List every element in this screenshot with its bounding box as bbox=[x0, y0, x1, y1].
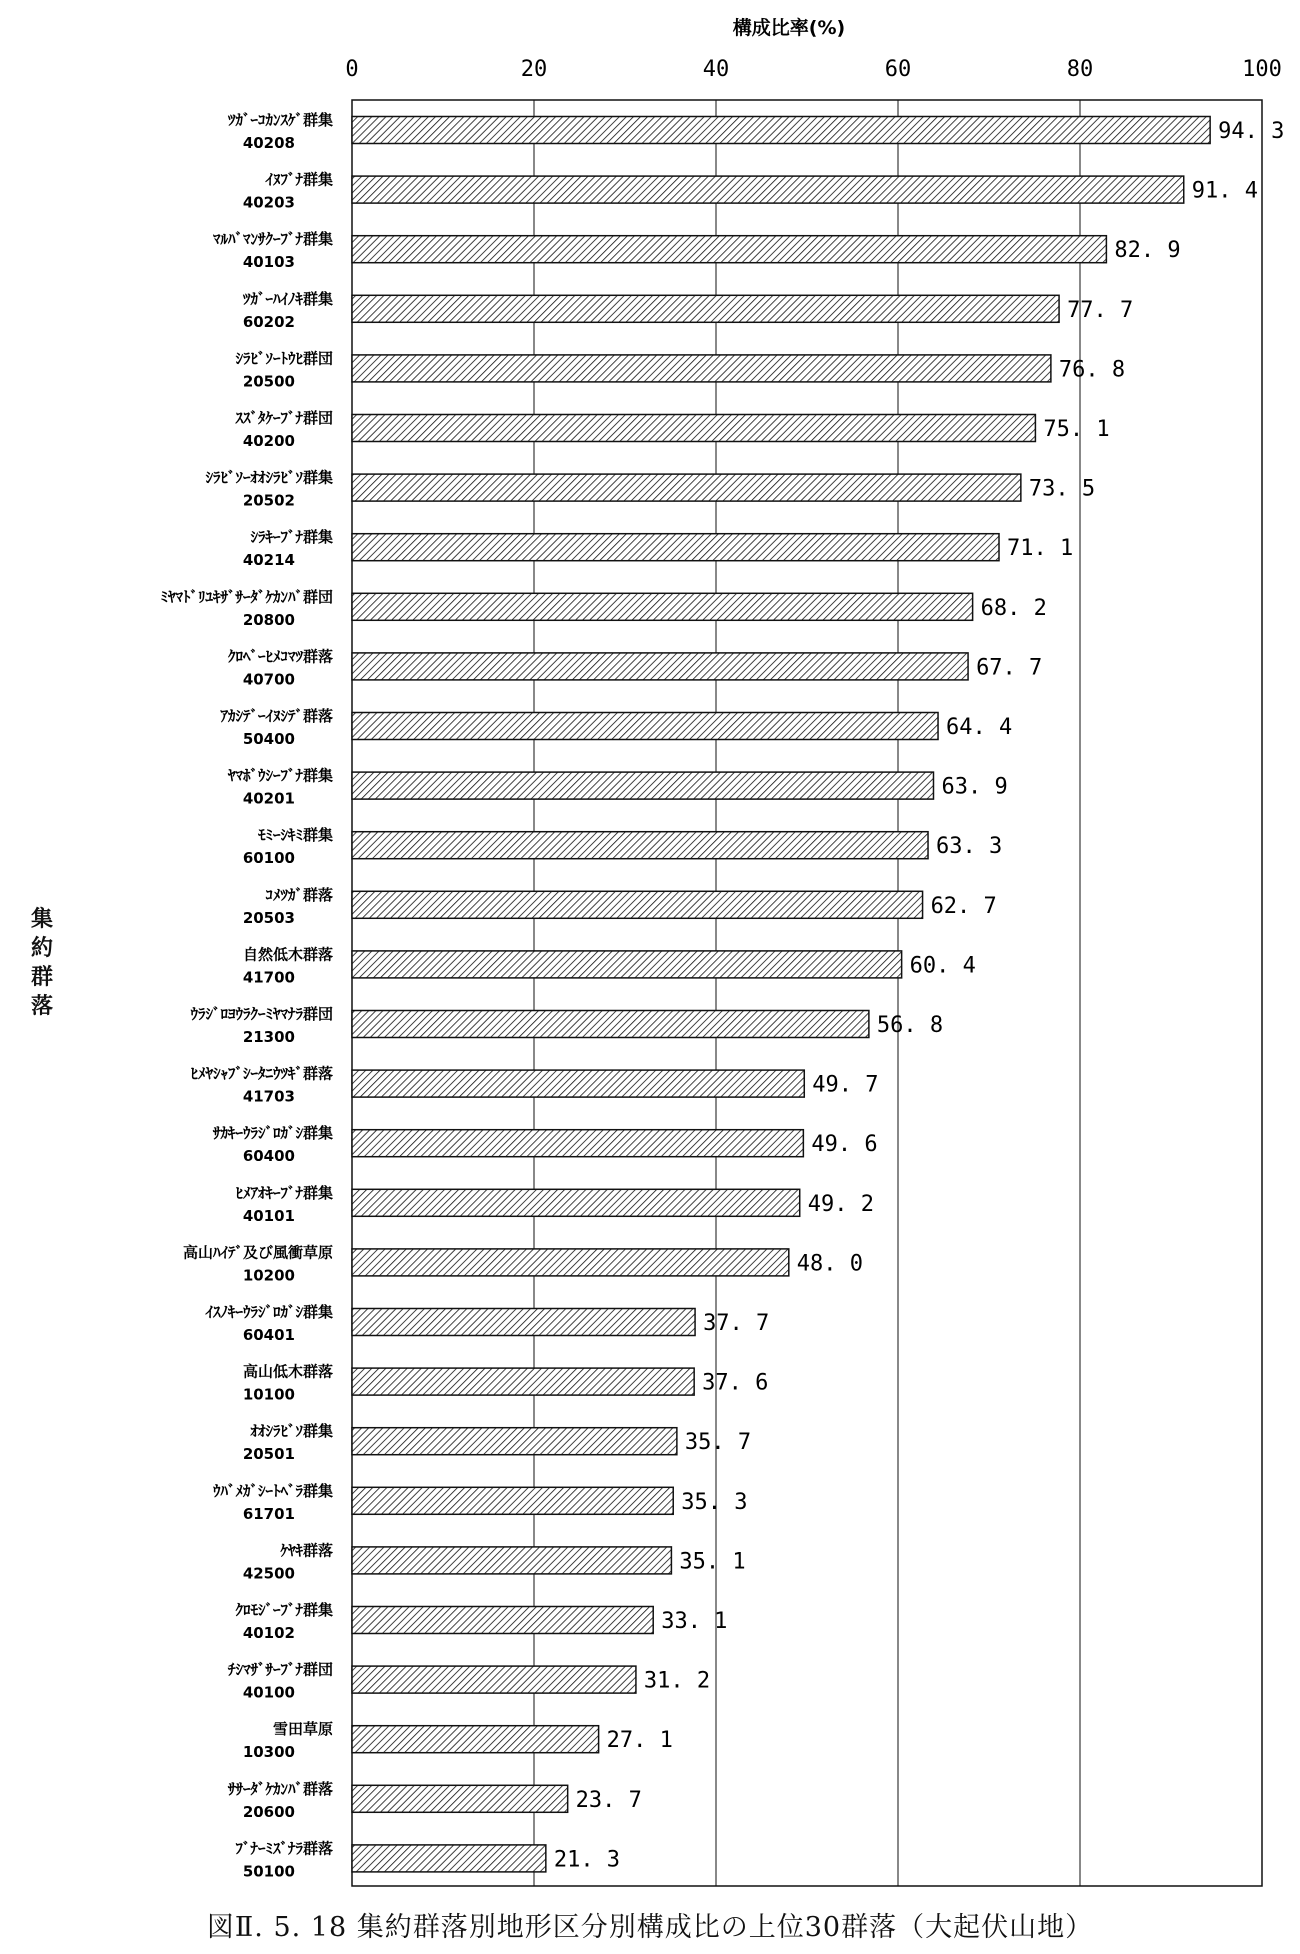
value-label: 68. 2 bbox=[980, 595, 1047, 621]
category-code-label: 60202 bbox=[242, 312, 295, 331]
x-tick-labels bbox=[345, 57, 1282, 82]
category-code-label: 10100 bbox=[242, 1385, 295, 1404]
value-label: 48. 0 bbox=[796, 1251, 864, 1277]
bar bbox=[352, 534, 999, 561]
bar bbox=[352, 1249, 789, 1276]
category-code-label: 61701 bbox=[242, 1504, 295, 1523]
bar bbox=[352, 1309, 695, 1336]
value-label: 56. 8 bbox=[876, 1013, 944, 1038]
category-name-label: ｸﾛﾓｼﾞｰﾌﾞﾅ群集 bbox=[235, 1601, 333, 1619]
category-code-label: 20501 bbox=[242, 1445, 295, 1464]
bar bbox=[352, 1189, 800, 1216]
category-code-label: 40100 bbox=[242, 1683, 295, 1702]
bar bbox=[352, 474, 1021, 501]
x-tick-label: 80 bbox=[1066, 57, 1094, 82]
value-label: 21. 3 bbox=[553, 1847, 621, 1873]
category-code-label: 20800 bbox=[242, 610, 295, 629]
category-name-label: ｽｽﾞﾀｹｰﾌﾞﾅ群団 bbox=[235, 409, 333, 427]
bar bbox=[352, 653, 968, 680]
category-code-label: 40203 bbox=[242, 193, 295, 212]
category-code-label: 41703 bbox=[242, 1087, 295, 1106]
category-code-label: 60401 bbox=[242, 1326, 295, 1344]
value-label: 35. 1 bbox=[679, 1549, 746, 1575]
bar bbox=[352, 1011, 869, 1038]
category-code-label: 20503 bbox=[242, 908, 295, 927]
category-code-label: 40208 bbox=[242, 134, 295, 152]
value-label: 63. 9 bbox=[941, 774, 1008, 800]
value-label: 91. 4 bbox=[1191, 178, 1258, 204]
category-name-label: ﾓﾐｰｼｷﾐ群集 bbox=[257, 826, 333, 845]
bar bbox=[352, 1487, 673, 1514]
x-axis-title: 構成比率(%) bbox=[732, 17, 846, 39]
bar bbox=[352, 295, 1059, 322]
bar bbox=[352, 1368, 694, 1395]
category-code-label: 40214 bbox=[242, 551, 295, 570]
value-label: 67. 7 bbox=[976, 655, 1043, 681]
category-name-label: ｹﾔｷ群落 bbox=[280, 1541, 333, 1560]
y-axis-title: 集約群落 bbox=[30, 907, 53, 1019]
category-labels bbox=[160, 111, 333, 1880]
category-name-label: ﾔﾏﾎﾞｳｼｰﾌﾞﾅ群集 bbox=[227, 766, 333, 785]
category-name-label: ｼﾗﾋﾞｿｰｵｵｼﾗﾋﾞｿ群集 bbox=[205, 468, 333, 487]
value-label: 77. 7 bbox=[1067, 297, 1134, 323]
value-label: 35. 3 bbox=[681, 1489, 748, 1515]
category-name-label: ﾐﾔﾏﾄﾞﾘﾕｷｻﾞｻｰﾀﾞｹｶﾝﾊﾞ群団 bbox=[160, 587, 333, 606]
bar bbox=[352, 176, 1184, 203]
category-name-label: ｼﾗﾋﾞｿｰﾄｳﾋ群団 bbox=[235, 349, 333, 368]
category-name-label: ｺﾒﾂｶﾞ群落 bbox=[265, 885, 333, 904]
value-label: 75. 1 bbox=[1043, 417, 1110, 442]
category-code-label: 40101 bbox=[242, 1206, 295, 1225]
bar bbox=[352, 713, 938, 740]
category-code-label: 20600 bbox=[242, 1802, 295, 1821]
x-tick-label: 60 bbox=[884, 57, 912, 82]
value-label: 27. 1 bbox=[606, 1728, 673, 1754]
value-label: 82. 9 bbox=[1114, 238, 1181, 264]
category-code-label: 10200 bbox=[242, 1266, 295, 1285]
bar bbox=[352, 593, 973, 620]
value-label: 62. 7 bbox=[930, 893, 997, 919]
category-code-label: 42500 bbox=[242, 1564, 295, 1583]
bar bbox=[352, 832, 928, 859]
value-label: 64. 4 bbox=[946, 715, 1013, 740]
bar bbox=[352, 772, 933, 799]
bar bbox=[352, 1785, 568, 1812]
category-name-label: ｼﾗｷｰﾌﾞﾅ群集 bbox=[250, 528, 333, 547]
value-label: 49. 2 bbox=[807, 1191, 874, 1217]
category-name-label: ﾋﾒｱｵｷｰﾌﾞﾅ群集 bbox=[235, 1183, 333, 1202]
value-label: 49. 6 bbox=[811, 1132, 878, 1158]
category-name-label: ﾁｼﾏｻﾞｻｰﾌﾞﾅ群団 bbox=[227, 1660, 333, 1679]
category-code-label: 40201 bbox=[242, 789, 295, 808]
bar bbox=[352, 415, 1035, 442]
value-label: 76. 8 bbox=[1058, 357, 1126, 383]
category-name-label: ｱｶｼﾃﾞｰｲﾇｼﾃﾞ群落 bbox=[220, 707, 333, 725]
bar bbox=[352, 1666, 636, 1693]
value-label: 31. 2 bbox=[643, 1668, 711, 1694]
category-name-label: ﾌﾞﾅｰﾐｽﾞﾅﾗ群落 bbox=[235, 1839, 333, 1858]
category-name-label: 高山ﾊｲﾃﾞ及び風衝草原 bbox=[182, 1243, 333, 1262]
category-name-label: 高山低木群落 bbox=[242, 1362, 333, 1381]
category-code-label: 21300 bbox=[242, 1028, 295, 1046]
category-name-label: ｻｻｰﾀﾞｹｶﾝﾊﾞ群落 bbox=[227, 1779, 333, 1798]
bar bbox=[352, 1726, 599, 1753]
category-name-label: ｳﾗｼﾞﾛﾖｳﾗｸｰﾐﾔﾏﾅﾗ群団 bbox=[190, 1005, 333, 1023]
category-name-label: ﾏﾙﾊﾞﾏﾝｻｸｰﾌﾞﾅ群集 bbox=[212, 230, 333, 249]
category-name-label: ｳﾊﾞﾒｶﾞｼｰﾄﾍﾞﾗ群集 bbox=[212, 1481, 333, 1500]
value-label: 60. 4 bbox=[909, 953, 976, 979]
category-code-label: 60400 bbox=[242, 1147, 295, 1166]
bar bbox=[352, 1845, 546, 1872]
value-label: 94. 3 bbox=[1218, 119, 1285, 144]
bar bbox=[352, 891, 923, 918]
x-tick-label: 100 bbox=[1242, 57, 1282, 82]
category-name-label: ｻｶｷｰｳﾗｼﾞﾛｶﾞｼ群集 bbox=[212, 1124, 333, 1143]
value-label: 35. 7 bbox=[684, 1430, 752, 1456]
value-label: 63. 3 bbox=[936, 834, 1003, 860]
category-code-label: 50100 bbox=[242, 1862, 295, 1881]
category-name-label: ｲｽﾉｷｰｳﾗｼﾞﾛｶﾞｼ群集 bbox=[205, 1303, 333, 1321]
category-code-label: 20502 bbox=[242, 491, 295, 510]
bar bbox=[352, 1547, 671, 1574]
category-code-label: 40103 bbox=[242, 253, 295, 272]
figure-caption: 図Ⅱ. 5. 18 集約群落別地形区分別構成比の上位30群落（大起伏山地） bbox=[206, 1912, 1094, 1943]
x-tick-label: 0 bbox=[345, 57, 359, 82]
category-name-label: ｵｵｼﾗﾋﾞｿ群集 bbox=[250, 1422, 333, 1441]
category-name-label: ｲﾇﾌﾞﾅ群集 bbox=[265, 170, 333, 189]
category-name-label: ﾂｶﾞｰｺｶﾝｽｹﾞ群集 bbox=[227, 111, 333, 129]
value-label: 49. 7 bbox=[812, 1072, 879, 1098]
value-label: 37. 7 bbox=[703, 1311, 770, 1336]
category-code-label: 10300 bbox=[242, 1743, 295, 1762]
category-name-label: 自然低木群落 bbox=[242, 945, 333, 964]
category-code-label: 41700 bbox=[242, 968, 295, 987]
value-label: 33. 1 bbox=[661, 1609, 728, 1634]
bar bbox=[352, 355, 1051, 382]
value-label: 37. 6 bbox=[702, 1370, 769, 1396]
x-tick-label: 20 bbox=[520, 57, 548, 82]
category-code-label: 40200 bbox=[242, 432, 295, 450]
category-code-label: 50400 bbox=[242, 730, 295, 748]
value-label: 73. 5 bbox=[1028, 476, 1096, 502]
category-name-label: ﾋﾒﾔｼｬﾌﾞｼｰﾀﾆｳﾂｷﾞ群落 bbox=[190, 1064, 333, 1083]
category-name-label: ｸﾛﾍﾞｰﾋﾒｺﾏﾂ群落 bbox=[227, 647, 333, 666]
bar bbox=[352, 1070, 804, 1097]
bar bbox=[352, 1607, 653, 1634]
category-name-label: ﾂｶﾞｰﾊｲﾉｷ群集 bbox=[242, 289, 333, 308]
x-tick-label: 40 bbox=[702, 57, 730, 82]
bar bbox=[352, 951, 902, 978]
bar bbox=[352, 1130, 803, 1157]
category-code-label: 20500 bbox=[242, 372, 295, 391]
category-code-label: 40700 bbox=[242, 670, 295, 689]
bar bbox=[352, 236, 1106, 263]
category-code-label: 60100 bbox=[242, 849, 295, 868]
category-name-label: 雪田草原 bbox=[272, 1720, 333, 1739]
value-label: 23. 7 bbox=[575, 1787, 642, 1813]
value-label: 71. 1 bbox=[1007, 536, 1074, 562]
category-code-label: 40102 bbox=[242, 1624, 295, 1642]
bar bbox=[352, 1428, 677, 1455]
bar bbox=[352, 117, 1210, 144]
